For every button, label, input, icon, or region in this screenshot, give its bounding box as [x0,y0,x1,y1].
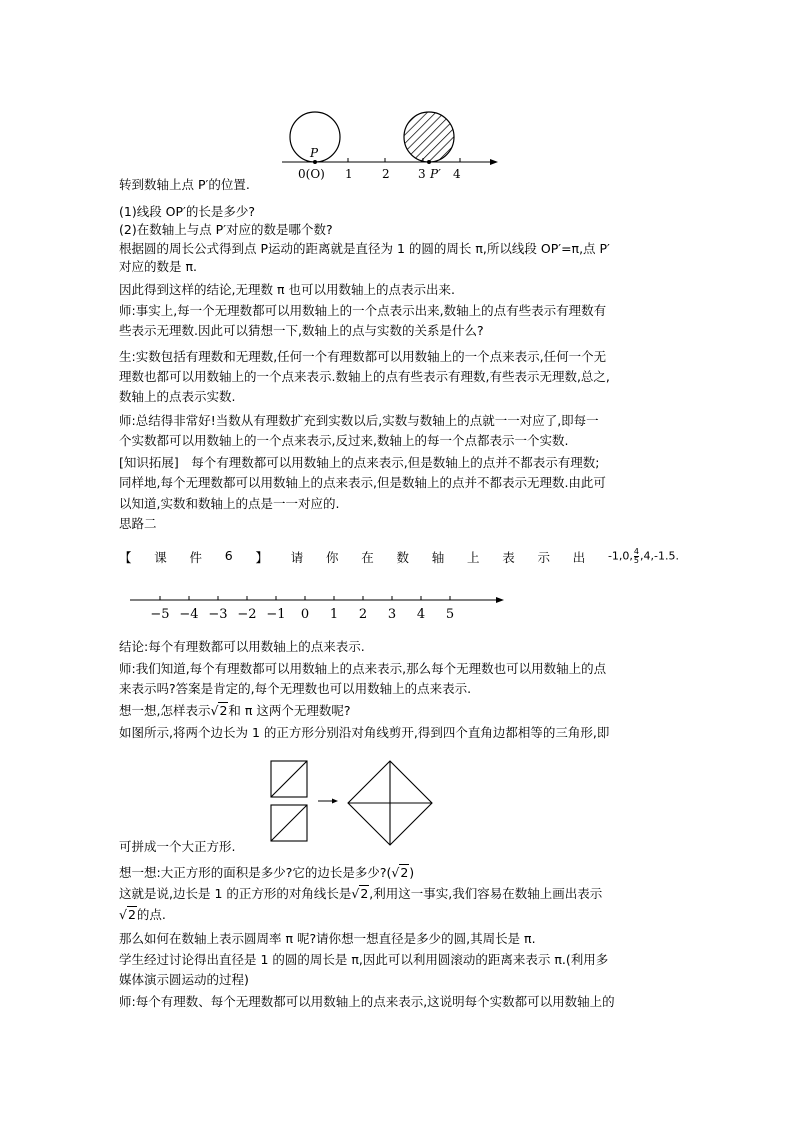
text-p10: 思路二 [119,516,157,531]
tick-label-0: 0(O) [298,167,325,181]
text-p6b: 些表示无理数.因此可以猜想一下,数轴上的点与实数的关系是什么? [119,323,484,338]
tick-label: 2 [358,607,368,622]
kj-char: 课 [154,550,167,565]
text-p12a: 师:我们知道,每个有理数都可以用数轴上的点来表示,那么每个无理数也可以用数轴上的点 [119,661,607,676]
tick-label-3: 3 [418,167,426,181]
text-p5: 因此得到这样的结论,无理数 π 也可以用数轴上的点表示出来. [119,282,455,297]
label-P-prime: P′ [430,167,441,181]
courseware-6-line [119,548,679,566]
text-p21: 师:每个有理数、每个无理数都可以用数轴上的点来表示,这说明每个实数都可以用数轴上的 [119,994,615,1009]
kj-char: 【 [119,550,132,565]
tick-label: 0 [300,607,310,622]
kj-char: 上 [466,550,480,565]
text-p13: 想一想,怎样表示√2和 π 这两个无理数呢? [119,703,351,718]
text-p6a: 师:事实上,每一个无理数都可以用数轴上的一个点表示出来,数轴上的点有些表示有理数有 [119,303,607,318]
kj-number-list: -1,0, $\frac{4}{5}$ ,4,-1.5. [607,547,679,565]
text-p15: 可拼成一个大正方形. [119,839,236,854]
tick-label-4: 4 [453,167,461,181]
sqrt-2: √2 [119,907,136,922]
text-p19: 那么如何在数轴上表示圆周率 π 呢?请你想一想直径是多少的圆,其周长是 π. [119,931,536,946]
text-p12b: 来表示吗?答案是肯定的,每个无理数也可以用数轴上的点来表示. [119,681,472,696]
text-p20a: 学生经过讨论得出直径是 1 的圆的周长是 π,因此可以利用圆滚动的距离来表示 π.(利用多 [119,952,609,967]
tick-label: 5 [445,607,455,622]
text-p9c: 以知道,实数和数轴上的点是一一对应的. [119,496,340,511]
text-p4b: 对应的数是 π. [119,259,197,274]
fraction-four-fifths: $\frac{4}{5}$ [633,547,639,565]
point-P-prime [427,160,431,164]
kj-char: 在 [361,550,374,565]
text-p16: 想一想:大正方形的面积是多少?它的边长是多少?(√2) [119,865,415,880]
text-p20b: 媒体演示圆运动的过程) [119,972,249,987]
text-p11: 结论:每个有理数都可以用数轴上的点来表示. [119,639,365,654]
tick-label: −5 [150,607,170,622]
label-P: P [310,146,319,160]
kj-char: 】 [255,550,268,565]
circle-end-hatched [404,112,454,162]
text-p7c: 数轴上的点表示实数. [119,389,236,404]
tick-label-2: 2 [382,167,390,181]
tick-label: 1 [329,607,339,622]
text-p9a: [知识拓展] 每个有理数都可以用数轴上的点来表示,但是数轴上的点并不都表示有理数; [119,455,600,470]
sqrt-2: √2 [210,703,228,718]
tick-label: 3 [387,607,397,622]
text-p14: 如图所示,将两个边长为 1 的正方形分别沿对角线剪开,得到四个直角边都相等的三角形,即 [119,725,610,740]
tick-label: −3 [208,607,228,622]
text-p7b: 理数也都可以用数轴上的一个点来表示.数轴上的点有些表示有理数,有些表示无理数,总之, [119,369,610,384]
text-p2: (1)线段 OP′的长是多少? [119,204,256,219]
tick-label: 4 [416,607,426,622]
kj-char: 示 [537,550,550,565]
text-p3: (2)在数轴上与点 P′对应的数是哪个数? [119,222,333,237]
tick-label: −1 [266,607,286,622]
tick-label-1: 1 [345,167,353,181]
sqrt-2: √2 [391,865,409,880]
text-p1: 转到数轴上点 P′的位置. [119,177,250,192]
number-line-figure [128,588,508,624]
kj-char: 6 [224,548,233,563]
sqrt-2: √2 [351,886,369,901]
kj-char: 请 [290,550,304,565]
kj-char: 出 [572,550,586,565]
text-p4a: 根据圆的周长公式得到点 P运动的距离就是直径为 1 的圆的周长 π,所以线段 OP′=π,点 P′ [119,241,610,256]
kj-char: 件 [189,550,203,565]
kj-char: 表 [502,550,515,565]
kj-char: 轴 [431,550,445,565]
kj-char: 数 [396,550,409,565]
text-p8b: 个实数都可以用数轴上的一个点来表示,反过来,数轴上的每一个点都表示一个实数. [119,433,569,448]
kj-char: 你 [325,550,339,565]
text-p17: 这就是说,边长是 1 的正方形的对角线长是√2,利用这一事实,我们容易在数轴上画出表示 [119,886,603,901]
point-P [313,160,317,164]
text-p9b: 同样地,每个无理数都可以用数轴上的点来表示,但是数轴上的点并不都表示无理数.由此可 [119,475,606,490]
text-p7a: 生:实数包括有理数和无理数,任何一个有理数都可以用数轴上的一个点来表示,任何一个无 [119,349,607,364]
text-p18: √2的点. [119,907,166,922]
text-p8a: 师:总结得非常好!当数从有理数扩充到实数以后,实数与数轴上的点就一一对应了,即每一 [119,413,599,428]
tick-label: −2 [237,607,257,622]
tick-label: −4 [179,607,199,622]
axis-arrow-icon [490,159,498,165]
axis-arrow-icon [496,597,504,603]
